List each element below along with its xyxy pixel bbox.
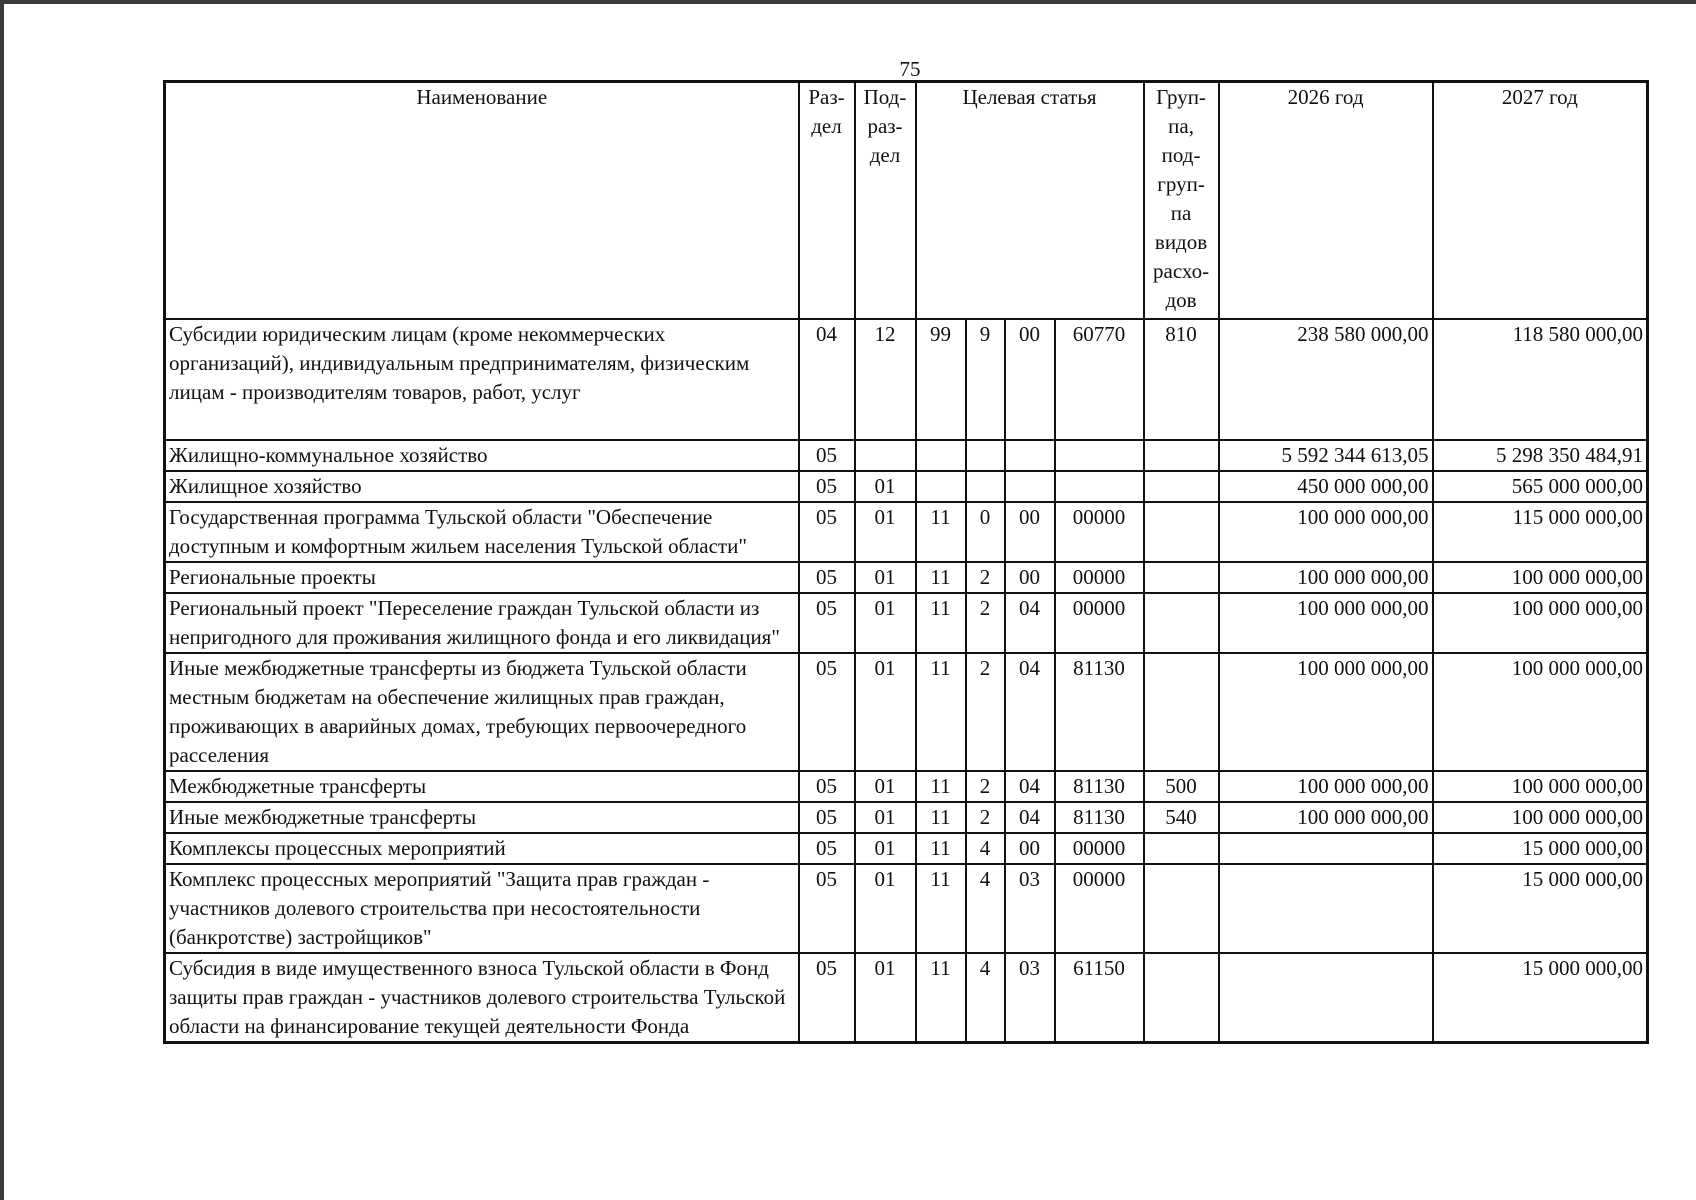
row-amount-2027: 100 000 000,00 xyxy=(1433,802,1648,833)
row-target-program: 11 xyxy=(916,593,966,653)
row-target-type: 4 xyxy=(966,953,1005,1043)
header-group-line: видов xyxy=(1154,230,1208,254)
row-amount-2026 xyxy=(1219,953,1433,1043)
row-expense-group xyxy=(1144,562,1219,593)
table-row xyxy=(165,502,1648,562)
row-amount-2027: 5 298 350 484,91 xyxy=(1433,440,1648,471)
row-target-subprogram: 04 xyxy=(1005,771,1055,802)
row-expense-group xyxy=(1144,502,1219,562)
row-name: Государственная программа Тульской области "Обеспечение доступным и комфортным жильем населения Тульской области" xyxy=(165,502,799,562)
row-amount-2027: 100 000 000,00 xyxy=(1433,593,1648,653)
row-target-subprogram: 04 xyxy=(1005,653,1055,771)
row-target-type: 0 xyxy=(966,502,1005,562)
row-amount-2027: 565 000 000,00 xyxy=(1433,471,1648,502)
row-amount-2026: 100 000 000,00 xyxy=(1219,593,1433,653)
row-target-program xyxy=(916,471,966,502)
row-amount-2027: 100 000 000,00 xyxy=(1433,771,1648,802)
row-expense-group xyxy=(1144,471,1219,502)
row-target-subprogram: 04 xyxy=(1005,593,1055,653)
table-row xyxy=(165,653,1648,771)
row-target-direction: 00000 xyxy=(1055,593,1144,653)
row-target-direction: 81130 xyxy=(1055,653,1144,771)
row-amount-2026: 238 580 000,00 xyxy=(1219,319,1433,440)
row-amount-2026 xyxy=(1219,864,1433,953)
row-target-subprogram xyxy=(1005,471,1055,502)
row-target-type xyxy=(966,440,1005,471)
row-subsection: 01 xyxy=(855,771,916,802)
row-target-program xyxy=(916,440,966,471)
row-target-program: 11 xyxy=(916,771,966,802)
row-amount-2027: 15 000 000,00 xyxy=(1433,833,1648,864)
row-expense-group: 810 xyxy=(1144,319,1219,440)
row-subsection: 01 xyxy=(855,802,916,833)
row-amount-2027: 100 000 000,00 xyxy=(1433,562,1648,593)
row-section: 05 xyxy=(799,471,855,502)
header-year-2026: 2026 год xyxy=(1219,82,1433,319)
row-amount-2026: 100 000 000,00 xyxy=(1219,771,1433,802)
row-amount-2026: 100 000 000,00 xyxy=(1219,802,1433,833)
row-section: 05 xyxy=(799,562,855,593)
row-target-program: 11 xyxy=(916,802,966,833)
header-group-line: дов xyxy=(1165,288,1197,312)
row-name: Иные межбюджетные трансферты xyxy=(165,802,799,833)
row-target-direction: 00000 xyxy=(1055,502,1144,562)
row-subsection: 01 xyxy=(855,593,916,653)
row-name: Жилищное хозяйство xyxy=(165,471,799,502)
table-row xyxy=(165,953,1648,1043)
row-target-direction: 00000 xyxy=(1055,562,1144,593)
table-row xyxy=(165,440,1648,471)
row-target-type: 4 xyxy=(966,864,1005,953)
table-row xyxy=(165,771,1648,802)
table-row xyxy=(165,864,1648,953)
row-target-subprogram: 00 xyxy=(1005,319,1055,440)
table-row xyxy=(165,319,1648,440)
row-target-type: 4 xyxy=(966,833,1005,864)
row-amount-2027: 100 000 000,00 xyxy=(1433,653,1648,771)
header-group-line: па xyxy=(1170,201,1192,225)
table-row xyxy=(165,833,1648,864)
row-section: 05 xyxy=(799,440,855,471)
row-target-subprogram: 03 xyxy=(1005,864,1055,953)
row-section: 05 xyxy=(799,593,855,653)
header-name: Наименование xyxy=(165,82,799,319)
row-expense-group: 500 xyxy=(1144,771,1219,802)
row-expense-group xyxy=(1144,864,1219,953)
row-target-program: 11 xyxy=(916,653,966,771)
row-target-program: 11 xyxy=(916,864,966,953)
row-target-subprogram: 00 xyxy=(1005,833,1055,864)
table-row xyxy=(165,802,1648,833)
row-target-subprogram: 03 xyxy=(1005,953,1055,1043)
row-name: Субсидия в виде имущественного взноса Тульской области в Фонд защиты прав граждан - участников долевого строительства Тульской области на финансирование текущей деятельности Фонда xyxy=(165,953,799,1043)
row-amount-2026: 450 000 000,00 xyxy=(1219,471,1433,502)
row-section: 05 xyxy=(799,953,855,1043)
row-amount-2027: 15 000 000,00 xyxy=(1433,953,1648,1043)
row-section: 04 xyxy=(799,319,855,440)
header-group-line: под- xyxy=(1161,143,1201,167)
row-target-program: 11 xyxy=(916,502,966,562)
header-group-line: па, xyxy=(1168,114,1194,138)
header-subsection-line: Под- xyxy=(863,85,907,109)
table-row xyxy=(165,562,1648,593)
row-target-type: 2 xyxy=(966,653,1005,771)
row-target-subprogram xyxy=(1005,440,1055,471)
row-target-subprogram: 04 xyxy=(1005,802,1055,833)
row-target-program: 99 xyxy=(916,319,966,440)
budget-table xyxy=(163,80,1649,1044)
row-target-direction: 60770 xyxy=(1055,319,1144,440)
row-amount-2027: 118 580 000,00 xyxy=(1433,319,1648,440)
row-amount-2026: 5 592 344 613,05 xyxy=(1219,440,1433,471)
row-expense-group xyxy=(1144,833,1219,864)
row-expense-group xyxy=(1144,653,1219,771)
row-amount-2026: 100 000 000,00 xyxy=(1219,502,1433,562)
row-section: 05 xyxy=(799,502,855,562)
row-name: Комплексы процессных мероприятий xyxy=(165,833,799,864)
row-target-direction: 81130 xyxy=(1055,802,1144,833)
row-name: Комплекс процессных мероприятий "Защита прав граждан - участников долевого строительства при несостоятельности (банкротстве) застройщиков" xyxy=(165,864,799,953)
row-amount-2027: 115 000 000,00 xyxy=(1433,502,1648,562)
row-subsection: 01 xyxy=(855,864,916,953)
row-target-type: 9 xyxy=(966,319,1005,440)
row-name: Иные межбюджетные трансферты из бюджета Тульской области местным бюджетам на обеспечение жилищных прав граждан, проживающих в аварийных домах, требующих первоочередного расселения xyxy=(165,653,799,771)
row-target-type: 2 xyxy=(966,771,1005,802)
header-target-article: Целевая статья xyxy=(916,82,1144,319)
row-section: 05 xyxy=(799,833,855,864)
header-group-line: груп- xyxy=(1157,172,1205,196)
row-name: Межбюджетные трансферты xyxy=(165,771,799,802)
row-amount-2026: 100 000 000,00 xyxy=(1219,562,1433,593)
row-subsection: 01 xyxy=(855,502,916,562)
row-subsection: 12 xyxy=(855,319,916,440)
row-expense-group xyxy=(1144,440,1219,471)
header-group-line: расхо- xyxy=(1153,259,1210,283)
table-header-row xyxy=(165,82,1648,319)
header-group-line: Груп- xyxy=(1156,85,1206,109)
row-target-direction: 00000 xyxy=(1055,864,1144,953)
header-section-line: дел xyxy=(811,114,842,138)
row-section: 05 xyxy=(799,802,855,833)
row-amount-2026: 100 000 000,00 xyxy=(1219,653,1433,771)
row-expense-group xyxy=(1144,953,1219,1043)
row-subsection: 01 xyxy=(855,471,916,502)
row-subsection: 01 xyxy=(855,953,916,1043)
row-target-program: 11 xyxy=(916,562,966,593)
row-target-program: 11 xyxy=(916,833,966,864)
row-section: 05 xyxy=(799,864,855,953)
page-number: 75 xyxy=(899,57,921,81)
table-row xyxy=(165,471,1648,502)
header-subsection xyxy=(855,82,916,319)
row-subsection: 01 xyxy=(855,653,916,771)
table-row xyxy=(165,593,1648,653)
row-target-type: 2 xyxy=(966,562,1005,593)
row-target-direction: 00000 xyxy=(1055,833,1144,864)
row-subsection xyxy=(855,440,916,471)
row-name: Жилищно-коммунальное хозяйство xyxy=(165,440,799,471)
row-section: 05 xyxy=(799,653,855,771)
header-subsection-line: дел xyxy=(869,143,901,167)
row-name: Региональные проекты xyxy=(165,562,799,593)
header-expense-group xyxy=(1144,82,1219,319)
header-year-2027: 2027 год xyxy=(1433,82,1648,319)
row-section: 05 xyxy=(799,771,855,802)
header-section-line: Раз- xyxy=(808,85,845,109)
row-name: Региональный проект "Переселение граждан Тульской области из непригодного для проживания жилищного фонда и его ликвидация" xyxy=(165,593,799,653)
row-target-direction: 61150 xyxy=(1055,953,1144,1043)
row-expense-group: 540 xyxy=(1144,802,1219,833)
header-section xyxy=(799,82,855,319)
row-target-type: 2 xyxy=(966,802,1005,833)
row-target-direction xyxy=(1055,471,1144,502)
row-subsection: 01 xyxy=(855,562,916,593)
row-amount-2027: 15 000 000,00 xyxy=(1433,864,1648,953)
scan-edge-left xyxy=(0,0,4,1200)
scan-edge-top xyxy=(0,0,1696,4)
row-target-direction: 81130 xyxy=(1055,771,1144,802)
row-name: Субсидии юридическим лицам (кроме некоммерческих организаций), индивидуальным предпринимателям, физическим лицам - производителям товаров, работ, услуг xyxy=(165,319,799,440)
row-subsection: 01 xyxy=(855,833,916,864)
row-target-type xyxy=(966,471,1005,502)
row-target-program: 11 xyxy=(916,953,966,1043)
header-subsection-line: раз- xyxy=(867,114,903,138)
row-expense-group xyxy=(1144,593,1219,653)
row-target-subprogram: 00 xyxy=(1005,502,1055,562)
row-target-direction xyxy=(1055,440,1144,471)
row-amount-2026 xyxy=(1219,833,1433,864)
row-target-subprogram: 00 xyxy=(1005,562,1055,593)
row-target-type: 2 xyxy=(966,593,1005,653)
